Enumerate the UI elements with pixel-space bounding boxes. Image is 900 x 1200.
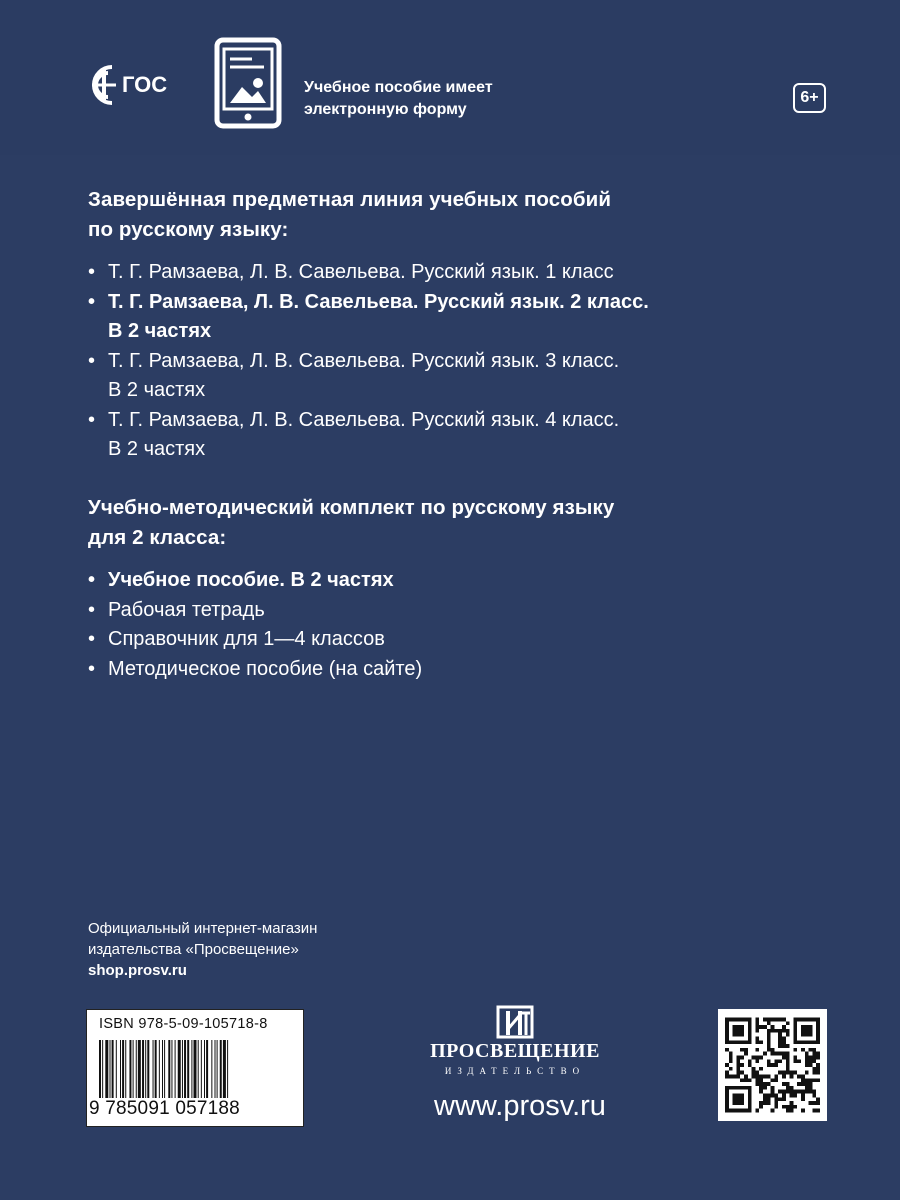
qr-code[interactable] [718, 1009, 827, 1121]
book-series-item-3 [88, 347, 649, 406]
qr-module [744, 1078, 748, 1082]
barcode-bar [187, 1040, 189, 1098]
qr-module [774, 1052, 778, 1056]
qr-module [790, 1071, 794, 1075]
qr-module [759, 1086, 763, 1090]
qr-module [786, 1090, 790, 1094]
kit-heading [88, 493, 614, 553]
barcode-bar [110, 1040, 111, 1098]
qr-module [759, 1078, 763, 1082]
barcode-bar [178, 1040, 181, 1098]
qr-module [774, 1075, 778, 1079]
isbn-label: ISBN 978-5-09-105718-8 [99, 1016, 268, 1032]
qr-module [793, 1105, 797, 1109]
barcode-bar [194, 1040, 197, 1098]
qr-module [805, 1071, 809, 1075]
qr-module [774, 1063, 778, 1067]
qr-module [759, 1082, 763, 1086]
qr-module [786, 1052, 790, 1056]
qr-module [729, 1052, 733, 1056]
qr-module [729, 1059, 733, 1063]
barcode-digits: 9 785091 057188 [89, 1098, 240, 1119]
kit-item-2: • Рабочая тетрадь [88, 596, 422, 626]
barcode-bar [182, 1040, 183, 1098]
qr-module [774, 1094, 778, 1098]
qr-module [748, 1063, 752, 1067]
qr-module [801, 1078, 805, 1082]
qr-module [786, 1021, 790, 1025]
shop-note [88, 918, 317, 981]
qr-module [763, 1097, 767, 1101]
barcode-bar [220, 1040, 222, 1098]
qr-module [805, 1090, 809, 1094]
barcode-bar [211, 1040, 212, 1098]
qr-module [763, 1082, 767, 1086]
qr-module [767, 1021, 771, 1025]
qr-module [748, 1078, 752, 1082]
qr-module [812, 1109, 816, 1113]
qr-module [755, 1029, 759, 1033]
qr-module [786, 1033, 790, 1037]
qr-module [782, 1025, 786, 1029]
qr-module [759, 1067, 763, 1071]
qr-module [771, 1018, 775, 1022]
qr-module [740, 1056, 744, 1060]
qr-module [782, 1056, 786, 1060]
qr-module [744, 1048, 748, 1052]
qr-module [786, 1067, 790, 1071]
qr-module [759, 1025, 763, 1029]
book-series-item-4 [88, 406, 649, 465]
qr-module [782, 1044, 786, 1048]
qr-module [733, 1075, 737, 1079]
qr-module [778, 1052, 782, 1056]
qr-module [782, 1075, 786, 1079]
shop-note-line1: Официальный интернет-магазин [88, 920, 318, 937]
qr-module [763, 1025, 767, 1029]
barcode-bar [125, 1040, 126, 1098]
qr-module [755, 1021, 759, 1025]
qr-module [801, 1090, 805, 1094]
qr-module [778, 1090, 782, 1094]
qr-module [767, 1044, 771, 1048]
qr-module [752, 1067, 756, 1071]
kit-item-4: • Методическое пособие (на сайте) [88, 655, 422, 685]
qr-module [767, 1033, 771, 1037]
qr-module [755, 1040, 759, 1044]
qr-module [767, 1075, 771, 1079]
barcode-bar [162, 1040, 163, 1098]
qr-module [736, 1067, 740, 1071]
qr-module [771, 1063, 775, 1067]
qr-module [809, 1056, 813, 1060]
qr-module [782, 1097, 786, 1101]
eform-note-line2: электронную форму [304, 101, 467, 118]
qr-module [774, 1018, 778, 1022]
qr-module [801, 1094, 805, 1098]
qr-module [752, 1075, 756, 1079]
shop-note-line2: издательства «Просвещение» [88, 941, 299, 958]
qr-module [767, 1082, 771, 1086]
tablet-icon [214, 37, 282, 129]
qr-module [744, 1052, 748, 1056]
qr-module [725, 1071, 729, 1075]
barcode-bar [201, 1040, 202, 1098]
barcode-bar [168, 1040, 170, 1098]
qr-module [778, 1071, 782, 1075]
kit-list [88, 566, 422, 684]
barcode-bar [102, 1040, 103, 1098]
barcode-bar [120, 1040, 121, 1098]
qr-module [782, 1082, 786, 1086]
qr-module [755, 1037, 759, 1041]
qr-module [782, 1029, 786, 1033]
qr-module [771, 1109, 775, 1113]
qr-module [809, 1048, 813, 1052]
qr-module [793, 1094, 797, 1098]
book-series-item-2-line1: • Т. Г. Рамзаева, Л. В. Савельева. Русский язык. 2 класс. [108, 290, 649, 313]
qr-module [759, 1056, 763, 1060]
qr-module [782, 1090, 786, 1094]
barcode-bar [215, 1040, 216, 1098]
qr-module [816, 1101, 820, 1105]
qr-module [790, 1075, 794, 1079]
qr-module [767, 1097, 771, 1101]
qr-module [744, 1075, 748, 1079]
eform-note-line1: Учебное пособие имеет [304, 79, 493, 96]
qr-module [816, 1056, 820, 1060]
kit-item-1: • Учебное пособие. В 2 частях [88, 566, 422, 596]
qr-module [816, 1109, 820, 1113]
barcode-bar [142, 1040, 144, 1098]
barcode-bar [204, 1040, 205, 1098]
qr-module [736, 1056, 740, 1060]
qr-code-image [725, 1017, 820, 1113]
qr-module [736, 1071, 740, 1075]
book-series-item-4-line1: • Т. Г. Рамзаева, Л. В. Савельева. Русский язык. 4 класс. [108, 408, 620, 431]
qr-module [790, 1094, 794, 1098]
qr-module [778, 1018, 782, 1022]
qr-module [782, 1018, 786, 1022]
qr-module [801, 1075, 805, 1079]
barcode-bar [227, 1040, 228, 1098]
qr-module [771, 1052, 775, 1056]
kit-heading-line1: Учебно-методический комплект по русскому языку [88, 496, 615, 519]
qr-module [782, 1052, 786, 1056]
qr-module [771, 1078, 775, 1082]
qr-module [786, 1082, 790, 1086]
qr-module [729, 1075, 733, 1079]
qr-module [755, 1109, 759, 1113]
series-heading-line2: по русскому языку: [88, 218, 289, 241]
qr-module [748, 1059, 752, 1063]
qr-module [812, 1048, 816, 1052]
series-heading [88, 185, 611, 245]
qr-module [809, 1078, 813, 1082]
barcode-bar [191, 1040, 192, 1098]
qr-module [774, 1029, 778, 1033]
qr-module [809, 1101, 813, 1105]
qr-module [763, 1086, 767, 1090]
qr-module [805, 1063, 809, 1067]
qr-module [805, 1086, 809, 1090]
eform-note [304, 77, 564, 121]
book-series-item-3-line1: • Т. Г. Рамзаева, Л. В. Савельева. Русский язык. 3 класс. [108, 349, 620, 372]
qr-module [809, 1086, 813, 1090]
barcode-bar [112, 1040, 114, 1098]
qr-module [812, 1078, 816, 1082]
qr-module [816, 1097, 820, 1101]
qr-module [793, 1056, 797, 1060]
book-series-item-3-line2: В 2 частях [108, 379, 206, 401]
qr-module [793, 1071, 797, 1075]
qr-module [786, 1059, 790, 1063]
qr-module [793, 1059, 797, 1063]
qr-module [740, 1078, 744, 1082]
barcode-bar [159, 1040, 160, 1098]
qr-module [812, 1052, 816, 1056]
series-heading-line1: Завершённая предметная линия учебных пособий [88, 188, 612, 211]
qr-module [805, 1056, 809, 1060]
qr-module [786, 1056, 790, 1060]
qr-module [740, 1063, 744, 1067]
qr-module [759, 1090, 763, 1094]
qr-module [752, 1056, 756, 1060]
qr-module [805, 1052, 809, 1056]
qr-module [786, 1029, 790, 1033]
barcode-bar [116, 1040, 117, 1098]
qr-module [740, 1071, 744, 1075]
fgos-logo-text: ГОС [122, 72, 168, 97]
barcode-bar [164, 1040, 165, 1098]
qr-module [729, 1056, 733, 1060]
qr-module [755, 1025, 759, 1029]
qr-module [755, 1018, 759, 1022]
barcode-bar [171, 1040, 172, 1098]
barcode-bar [138, 1040, 141, 1098]
qr-module [767, 1094, 771, 1098]
qr-module [790, 1101, 794, 1105]
qr-module [805, 1059, 809, 1063]
qr-module [812, 1101, 816, 1105]
qr-module [782, 1040, 786, 1044]
qr-module [816, 1067, 820, 1071]
barcode-bar [184, 1040, 186, 1098]
qr-module [725, 1075, 729, 1079]
qr-module [790, 1105, 794, 1109]
qr-module [782, 1105, 786, 1109]
qr-module [752, 1071, 756, 1075]
book-series-item-1-line1: • Т. Г. Рамзаева, Л. В. Савельева. Русский язык. 1 класс [108, 261, 614, 283]
barcode-bar [175, 1040, 176, 1098]
qr-module [755, 1048, 759, 1052]
qr-module [774, 1101, 778, 1105]
book-series-item-2 [88, 288, 649, 347]
qr-module [763, 1018, 767, 1022]
qr-module [767, 1101, 771, 1105]
qr-module [755, 1059, 759, 1063]
qr-module [797, 1090, 801, 1094]
qr-module [793, 1090, 797, 1094]
qr-module [755, 1075, 759, 1079]
qr-module [786, 1044, 790, 1048]
barcode-bar [145, 1040, 146, 1098]
qr-module [771, 1048, 775, 1052]
qr-module [790, 1109, 794, 1113]
book-series-item-4-line2: В 2 частях [108, 438, 206, 460]
qr-module [782, 1037, 786, 1041]
barcode-bar [147, 1040, 149, 1098]
qr-module [771, 1086, 775, 1090]
barcode-bar [223, 1040, 226, 1098]
qr-module [786, 1105, 790, 1109]
barcode-bar [217, 1040, 218, 1098]
qr-module [767, 1059, 771, 1063]
barcode-bar [206, 1040, 208, 1098]
qr-module [812, 1059, 816, 1063]
qr-module [797, 1082, 801, 1086]
qr-module [816, 1078, 820, 1082]
qr-module [771, 1094, 775, 1098]
qr-module [782, 1094, 786, 1098]
publisher-subtitle: ИЗДАТЕЛЬСТВО [444, 1066, 586, 1076]
qr-module [778, 1044, 782, 1048]
qr-module [771, 1025, 775, 1029]
qr-module [729, 1067, 733, 1071]
qr-module [755, 1078, 759, 1082]
qr-module [801, 1097, 805, 1101]
qr-module [763, 1101, 767, 1105]
qr-module [797, 1075, 801, 1079]
barcode-bar [153, 1040, 154, 1098]
qr-module [767, 1063, 771, 1067]
publisher-name: ПРОСВЕЩЕНИЕ [430, 1040, 600, 1062]
qr-module [725, 1063, 729, 1067]
qr-module [778, 1037, 782, 1041]
qr-module [812, 1090, 816, 1094]
qr-module [774, 1097, 778, 1101]
book-series-list [88, 258, 649, 465]
qr-module [767, 1018, 771, 1022]
shop-url-link[interactable]: shop.prosv.ru [88, 962, 187, 979]
qr-module [755, 1082, 759, 1086]
qr-module [778, 1033, 782, 1037]
qr-module [736, 1059, 740, 1063]
qr-module [812, 1071, 816, 1075]
qr-module [767, 1037, 771, 1041]
qr-module [778, 1029, 782, 1033]
qr-module [778, 1097, 782, 1101]
publisher-site-link[interactable]: www.prosv.ru [434, 1090, 606, 1122]
qr-module [812, 1094, 816, 1098]
qr-module [816, 1071, 820, 1075]
qr-module [740, 1048, 744, 1052]
barcode-bar [105, 1040, 108, 1098]
qr-module [809, 1063, 813, 1067]
qr-module [805, 1078, 809, 1082]
qr-module [759, 1040, 763, 1044]
qr-module [778, 1040, 782, 1044]
qr-module [786, 1063, 790, 1067]
book-series-item-2-line2: В 2 частях [108, 320, 212, 342]
qr-module [767, 1029, 771, 1033]
barcode-bar [129, 1040, 131, 1098]
qr-module [759, 1105, 763, 1109]
qr-module [755, 1056, 759, 1060]
barcode-bar [99, 1040, 101, 1098]
kit-heading-line2: для 2 класса: [88, 526, 227, 549]
barcode-bar [198, 1040, 199, 1098]
qr-module [759, 1075, 763, 1079]
qr-module [767, 1040, 771, 1044]
qr-module [816, 1063, 820, 1067]
qr-module [771, 1029, 775, 1033]
prosveshchenie-logo-icon [496, 1005, 534, 1039]
qr-module [801, 1109, 805, 1113]
barcode-bar [155, 1040, 157, 1098]
qr-module [790, 1086, 794, 1090]
qr-module [725, 1048, 729, 1052]
book-series-item-1 [88, 258, 649, 288]
qr-module [786, 1109, 790, 1113]
qr-module [733, 1025, 744, 1036]
barcode-bar [133, 1040, 134, 1098]
barcode-bar [136, 1040, 137, 1098]
qr-module [774, 1059, 778, 1063]
qr-module [763, 1094, 767, 1098]
qr-module [733, 1094, 744, 1105]
qr-module [793, 1048, 797, 1052]
barcode-bar [122, 1040, 124, 1098]
qr-module [736, 1075, 740, 1079]
qr-module [809, 1082, 813, 1086]
kit-item-3: • Справочник для 1—4 классов [88, 625, 422, 655]
qr-module [774, 1105, 778, 1109]
isbn-barcode-box [86, 1009, 304, 1127]
qr-module [801, 1048, 805, 1052]
qr-module [767, 1048, 771, 1052]
qr-module [809, 1059, 813, 1063]
barcode-image [99, 1040, 291, 1098]
qr-module [812, 1056, 816, 1060]
qr-module [771, 1090, 775, 1094]
age-rating-badge: 6+ [793, 83, 826, 113]
qr-module [763, 1052, 767, 1056]
qr-module [755, 1071, 759, 1075]
qr-module [809, 1090, 813, 1094]
qr-module [736, 1063, 740, 1067]
qr-module [805, 1082, 809, 1086]
qr-module [816, 1052, 820, 1056]
qr-module [774, 1078, 778, 1082]
qr-module [812, 1067, 816, 1071]
qr-module [801, 1025, 812, 1036]
qr-module [778, 1059, 782, 1063]
qr-module [797, 1059, 801, 1063]
qr-module [786, 1086, 790, 1090]
qr-module [763, 1075, 767, 1079]
qr-module [759, 1101, 763, 1105]
qr-module [801, 1082, 805, 1086]
qr-module [790, 1090, 794, 1094]
qr-module [786, 1071, 790, 1075]
qr-module [782, 1071, 786, 1075]
